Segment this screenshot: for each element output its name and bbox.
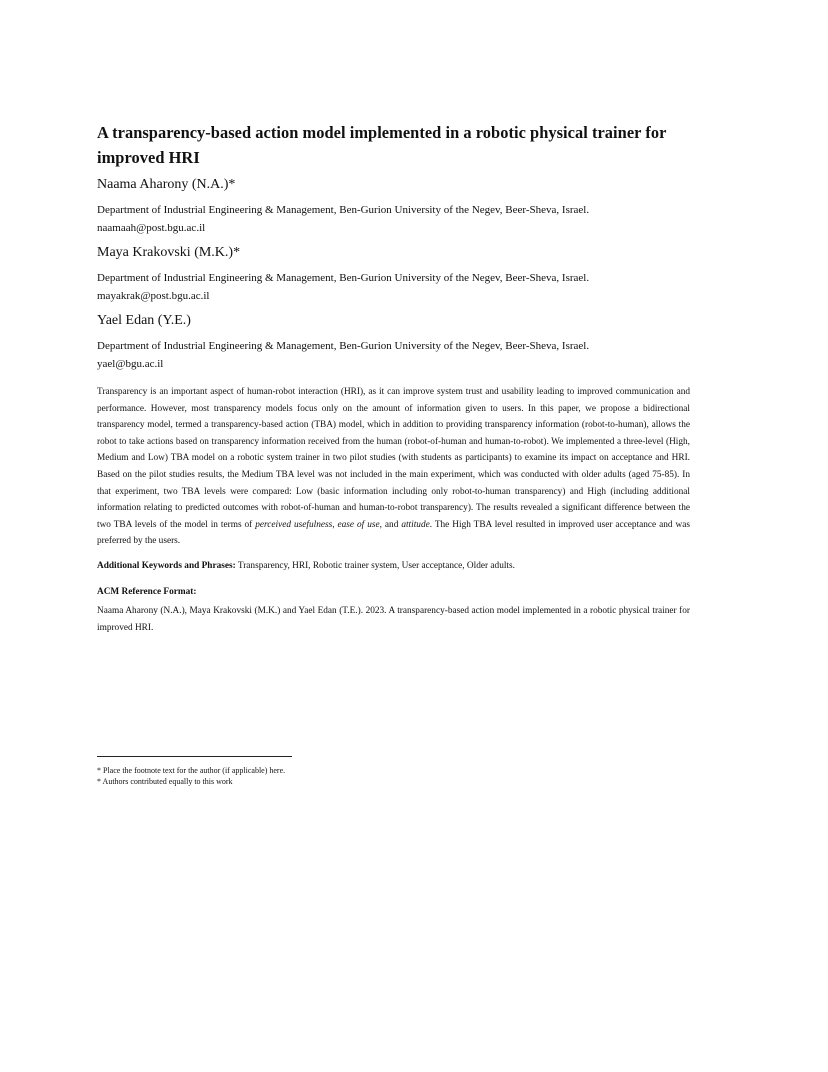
- footnote: * Place the footnote text for the author (if applicable) here.: [97, 766, 286, 775]
- author-affiliation: Department of Industrial Engineering & Management, Ben-Gurion University of the Negev, Beer-Sheva, Israel.: [97, 340, 590, 352]
- author-email: yael@bgu.ac.il: [97, 358, 164, 370]
- footnote-divider: [97, 756, 292, 757]
- paper-first-page: [97, 120, 690, 636]
- author-affiliation: Department of Industrial Engineering & Management, Ben-Gurion University of the Negev, Beer-Sheva, Israel.: [97, 204, 590, 216]
- author-block-3: [97, 312, 690, 373]
- author-name: Yael Edan (Y.E.): [97, 313, 191, 328]
- keywords-label: Additional Keywords and Phrases:: [97, 560, 236, 571]
- author-name: Maya Krakovski (M.K.)*: [97, 245, 241, 260]
- paper-title: A transparency-based action model implemented in a robotic physical trainer for improved HRI: [97, 123, 667, 167]
- author-block-2: [97, 244, 690, 305]
- author-name: Naama Aharony (N.A.)*: [97, 177, 236, 192]
- author-email: naamaah@post.bgu.ac.il: [97, 222, 206, 234]
- footnotes: [97, 765, 497, 787]
- acm-reference-heading: ACM Reference Format:: [97, 586, 197, 597]
- footnote: * Authors contributed equally to this work: [97, 777, 233, 786]
- author-affiliation: Department of Industrial Engineering & Management, Ben-Gurion University of the Negev, Beer-Sheva, Israel.: [97, 272, 590, 284]
- abstract: [97, 384, 690, 550]
- abstract-text: Transparency is an important aspect of human-robot interaction (HRI), as it can improve system trust and usability leading to improved communication and performance. However, most transparency models focus only on the amount of information given to users. In this paper, we propose a bidirectional transparency model, termed a transparency-based action (TBA) model, which in addition to providing transparency information (robot-to-human), allows the robot to take actions based on transparency information received from the human (robot-of-human and human-to-robot). We implemented a three-level (High, Medium and Low) TBA model on a robotic system trainer in two pilot studies (with students as participants) to examine its impact on acceptance and HRI. Based on the pilot studies results, the Medium TBA level was not included in the main experiment, which was conducted with older adults (aged 75-85). In that experiment, two TBA levels were compared: Low (basic information including only robot-to-human transparency) and High (including additional information relating to predicted outcomes with robot-of-human and human-to-robot transparency). The results revealed a significant difference between the two TBA levels of the model in terms of: [97, 387, 690, 530]
- abstract-term-perceived-usefulness: perceived usefulness: [255, 519, 333, 530]
- abstract-term-attitude: attitude: [401, 519, 430, 530]
- abstract-separator: , and: [379, 519, 402, 530]
- keywords: [97, 558, 690, 574]
- acm-reference-text: Naama Aharony (N.A.), Maya Krakovski (M.K.) and Yael Edan (T.E.). 2023. A transparency-based action model implemented in a robotic physical trainer for improved HRI.: [97, 605, 690, 633]
- keywords-text: Transparency, HRI, Robotic trainer system, User acceptance, Older adults.: [235, 560, 515, 571]
- author-block-1: [97, 176, 690, 237]
- abstract-term-ease-of-use: ease of use: [337, 519, 380, 530]
- abstract-text-end: . The High TBA level resulted in improved user acceptance and was preferred by the users.: [97, 519, 690, 547]
- abstract-separator: ,: [332, 519, 338, 530]
- author-email: mayakrak@post.bgu.ac.il: [97, 290, 210, 302]
